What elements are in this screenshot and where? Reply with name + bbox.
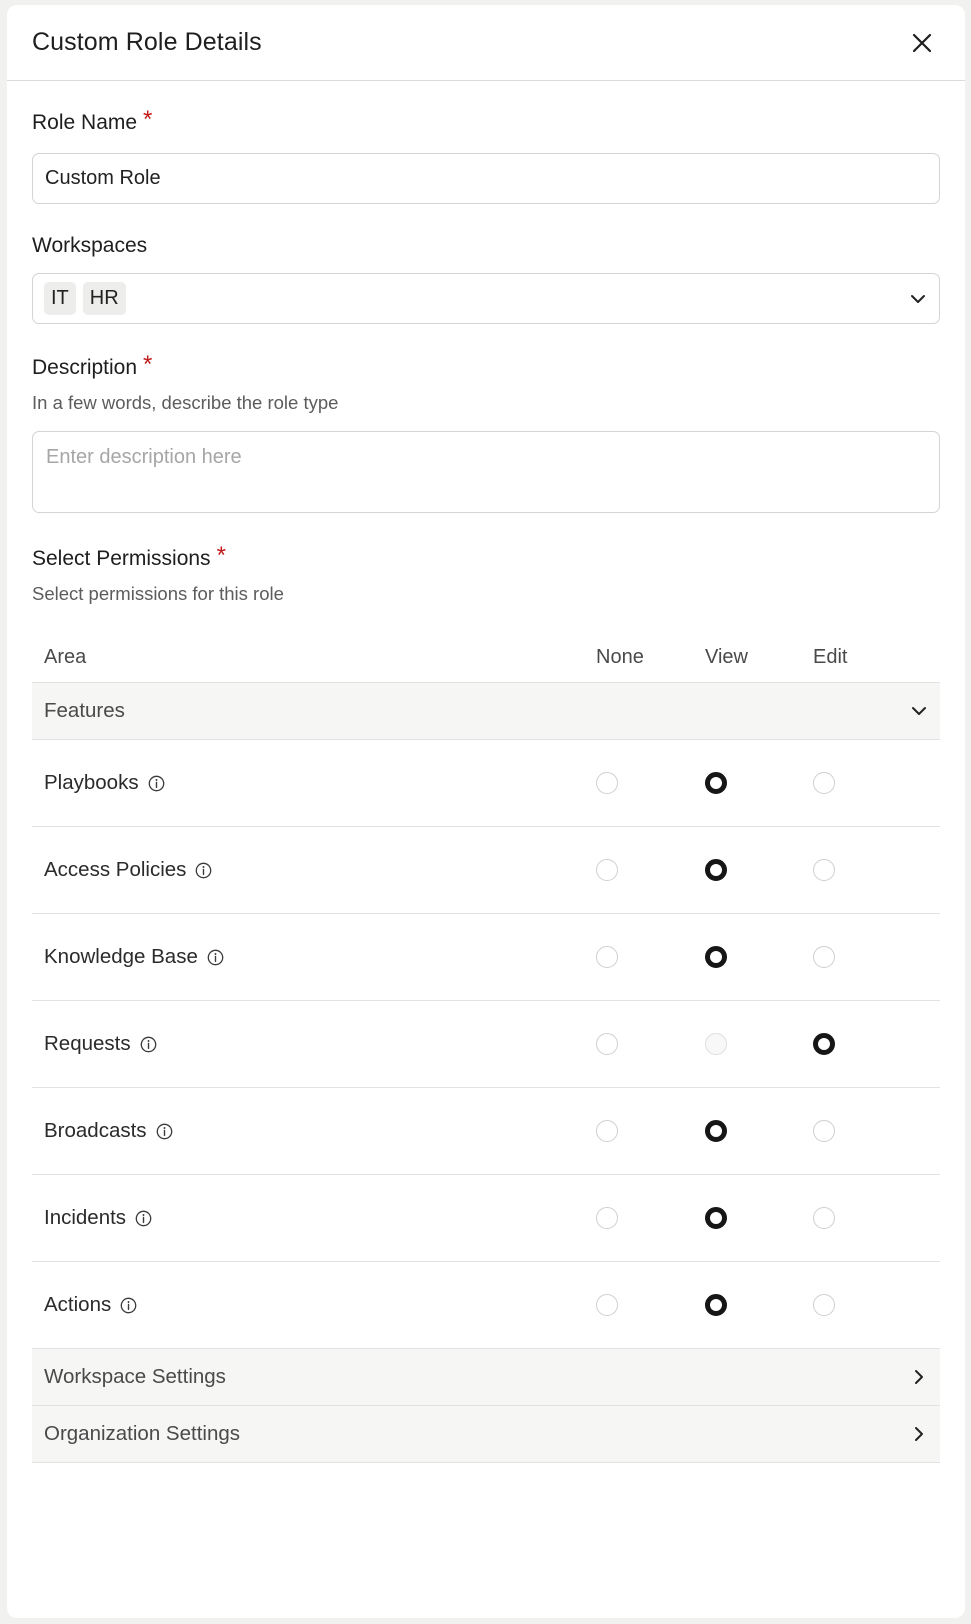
group-organization-settings[interactable]: [32, 1406, 940, 1463]
radio-none-playbooks[interactable]: [596, 772, 618, 794]
radio-cell-none: [596, 1033, 705, 1055]
column-header-none: None: [596, 646, 644, 668]
permission-area-label: Requests: [44, 1032, 131, 1055]
chevron-right-icon: [910, 1425, 928, 1443]
info-icon[interactable]: [135, 1210, 152, 1227]
radio-cell-edit: [813, 1207, 940, 1229]
role-name-value: Custom Role: [45, 167, 161, 189]
permission-row-requests: [32, 1001, 940, 1088]
radio-none-actions[interactable]: [596, 1294, 618, 1316]
radio-view-playbooks[interactable]: [705, 772, 727, 794]
chevron-right-icon: [910, 1368, 928, 1386]
permission-area-label: Knowledge Base: [44, 945, 198, 968]
radio-cell-edit: [813, 772, 940, 794]
radio-cell-none: [596, 1120, 705, 1142]
radio-view-access-policies[interactable]: [705, 859, 727, 881]
permission-row-broadcasts: [32, 1088, 940, 1175]
group-features-label: Features: [44, 699, 125, 722]
required-asterisk: *: [143, 351, 153, 378]
radio-view-broadcasts[interactable]: [705, 1120, 727, 1142]
permission-row-access-policies: [32, 827, 940, 914]
chevron-down-icon: [910, 702, 928, 720]
permission-area-label: Playbooks: [44, 771, 139, 794]
radio-view-requests[interactable]: [705, 1033, 727, 1055]
permission-area: [32, 945, 596, 969]
permissions-label: Select Permissions: [32, 547, 211, 570]
radio-view-knowledge-base[interactable]: [705, 946, 727, 968]
radio-cell-none: [596, 772, 705, 794]
radio-none-broadcasts[interactable]: [596, 1120, 618, 1142]
permission-rows: [32, 740, 940, 1349]
info-icon[interactable]: [120, 1297, 137, 1314]
description-placeholder: Enter description here: [46, 446, 242, 468]
workspaces-label-row: [32, 234, 940, 258]
radio-edit-access-policies[interactable]: [813, 859, 835, 881]
radio-cell-edit: [813, 1120, 940, 1142]
role-name-label: Role Name: [32, 111, 138, 134]
column-header-edit: Edit: [813, 646, 848, 668]
group-workspace-settings[interactable]: [32, 1349, 940, 1406]
permissions-table: [32, 633, 940, 1463]
form-content: [7, 106, 965, 1463]
permission-area: [32, 771, 596, 795]
radio-view-actions[interactable]: [705, 1294, 727, 1316]
radio-edit-incidents[interactable]: [813, 1207, 835, 1229]
radio-edit-playbooks[interactable]: [813, 772, 835, 794]
radio-cell-none: [596, 859, 705, 881]
radio-view-incidents[interactable]: [705, 1207, 727, 1229]
radio-edit-requests[interactable]: [813, 1033, 835, 1055]
radio-none-requests[interactable]: [596, 1033, 618, 1055]
group-features[interactable]: [32, 683, 940, 740]
close-icon: [911, 32, 933, 54]
permission-area-label: Incidents: [44, 1206, 127, 1229]
group-organization-settings-label: Organization Settings: [44, 1422, 241, 1445]
column-header-area: Area: [44, 646, 87, 668]
radio-cell-view: [705, 1207, 813, 1229]
info-icon[interactable]: [195, 862, 212, 879]
permissions-label-row: [32, 542, 940, 571]
permission-area: [32, 1293, 596, 1317]
workspaces-label: Workspaces: [32, 234, 148, 257]
radio-cell-view: [705, 946, 813, 968]
radio-cell-view: [705, 1033, 813, 1055]
permission-area: [32, 1032, 596, 1056]
required-asterisk: *: [216, 542, 226, 569]
radio-cell-none: [596, 1294, 705, 1316]
column-header-view: View: [705, 646, 748, 668]
permission-row-incidents: [32, 1175, 940, 1262]
info-icon[interactable]: [140, 1036, 157, 1053]
group-workspace-settings-label: Workspace Settings: [44, 1365, 226, 1388]
permission-area: [32, 1119, 596, 1143]
radio-none-incidents[interactable]: [596, 1207, 618, 1229]
info-icon[interactable]: [156, 1123, 173, 1140]
radio-edit-actions[interactable]: [813, 1294, 835, 1316]
description-helper: In a few words, describe the role type: [32, 392, 339, 413]
custom-role-panel: [7, 5, 965, 1618]
permission-area-label: Actions: [44, 1293, 112, 1316]
radio-cell-edit: [813, 946, 940, 968]
radio-cell-view: [705, 859, 813, 881]
permission-area-label: Access Policies: [44, 858, 187, 881]
radio-cell-edit: [813, 859, 940, 881]
permission-row-actions: [32, 1262, 940, 1349]
permission-area: [32, 1206, 596, 1230]
radio-none-access-policies[interactable]: [596, 859, 618, 881]
permissions-helper: Select permissions for this role: [32, 583, 284, 604]
radio-edit-knowledge-base[interactable]: [813, 946, 835, 968]
permission-area: [32, 858, 596, 882]
permission-area-label: Broadcasts: [44, 1119, 147, 1142]
description-label-row: [32, 351, 940, 380]
info-icon[interactable]: [148, 775, 165, 792]
permissions-table-header: [32, 633, 940, 683]
permission-row-knowledge-base: [32, 914, 940, 1001]
role-name-label-row: [32, 106, 940, 135]
panel-header: [7, 5, 965, 81]
workspace-chip-hr[interactable]: HR: [83, 282, 126, 315]
radio-none-knowledge-base[interactable]: [596, 946, 618, 968]
radio-cell-view: [705, 1294, 813, 1316]
close-button[interactable]: [904, 25, 940, 61]
workspace-chip-it[interactable]: IT: [44, 282, 76, 315]
workspace-chips: [44, 282, 126, 315]
role-name-input[interactable]: [32, 153, 940, 204]
radio-cell-view: [705, 1120, 813, 1142]
radio-cell-none: [596, 946, 705, 968]
info-icon[interactable]: [207, 949, 224, 966]
radio-edit-broadcasts[interactable]: [813, 1120, 835, 1142]
permission-row-playbooks: [32, 740, 940, 827]
description-input[interactable]: [32, 431, 940, 513]
radio-cell-view: [705, 772, 813, 794]
radio-cell-edit: [813, 1294, 940, 1316]
radio-cell-edit: [813, 1033, 940, 1055]
description-label: Description: [32, 356, 138, 379]
panel-title: Custom Role Details: [32, 28, 262, 56]
chevron-down-icon[interactable]: [909, 290, 927, 308]
workspaces-select[interactable]: [32, 273, 940, 324]
required-asterisk: *: [143, 106, 153, 133]
radio-cell-none: [596, 1207, 705, 1229]
